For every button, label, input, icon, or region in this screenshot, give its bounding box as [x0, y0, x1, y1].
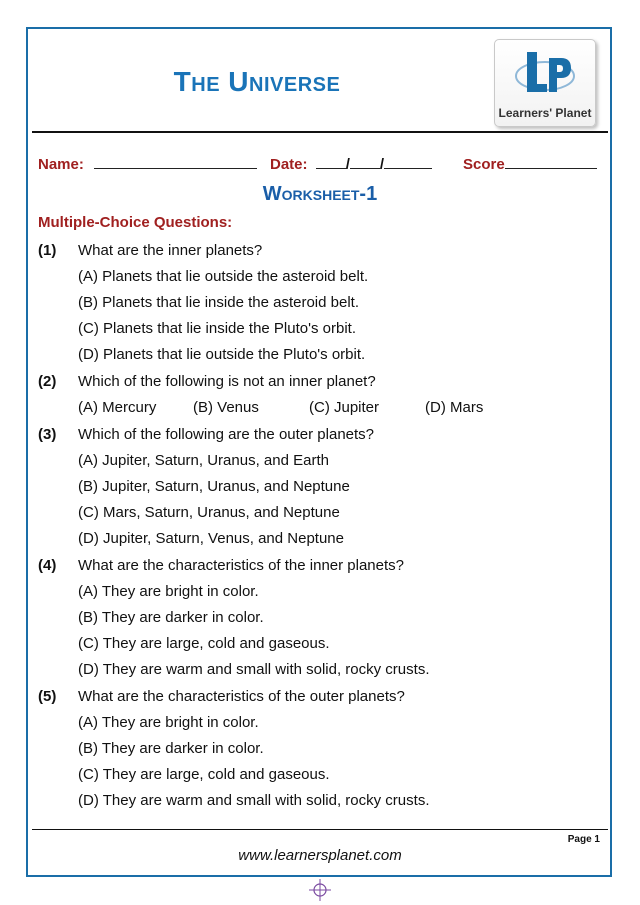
name-label: Name:	[38, 156, 84, 173]
page-title: The Universe	[173, 66, 341, 97]
score-field[interactable]	[463, 154, 597, 173]
answer-option[interactable]: (B) Jupiter, Saturn, Uranus, and Neptune	[78, 478, 350, 495]
answer-option[interactable]: (A) Mercury	[78, 399, 157, 416]
date-field[interactable]: Date: / /	[270, 154, 432, 173]
score-label: Score	[463, 156, 505, 173]
footer-url[interactable]: www.learnersplanet.com	[238, 847, 402, 864]
learners-planet-logo	[494, 39, 596, 127]
lp-logo-icon	[513, 46, 577, 102]
date-day-blank[interactable]	[316, 154, 346, 169]
answer-option[interactable]: (B) Venus	[193, 399, 259, 416]
answer-option[interactable]: (C) They are large, cold and gaseous.	[78, 635, 330, 652]
answer-option[interactable]: (A) They are bright in color.	[78, 583, 259, 600]
question-number: (1)	[38, 242, 57, 259]
header-divider	[32, 131, 608, 133]
logo-text: Learners' Planet	[498, 106, 592, 120]
student-info-row	[38, 154, 604, 176]
question-number: (2)	[38, 373, 57, 390]
question-text: What are the characteristics of the outer planets?	[78, 688, 405, 705]
answer-option[interactable]: (D) Jupiter, Saturn, Venus, and Neptune	[78, 530, 344, 547]
score-blank[interactable]	[505, 154, 597, 169]
answer-option[interactable]: (C) Planets that lie inside the Pluto's orbit.	[78, 320, 356, 337]
date-month-blank[interactable]	[350, 154, 380, 169]
answer-option[interactable]: (A) Jupiter, Saturn, Uranus, and Earth	[78, 452, 329, 469]
answer-option[interactable]: (C) Jupiter	[309, 399, 380, 416]
question-text: Which of the following are the outer planets?	[78, 426, 375, 443]
answer-option[interactable]: (D) They are warm and small with solid, rocky crusts.	[78, 792, 430, 809]
name-blank[interactable]	[94, 154, 257, 169]
question-text: Which of the following is not an inner planet?	[78, 373, 376, 390]
registration-mark-icon	[309, 879, 331, 901]
question-text: What are the characteristics of the inner planets?	[78, 557, 405, 574]
answer-option[interactable]: (D) They are warm and small with solid, rocky crusts.	[78, 661, 430, 678]
question-number: (5)	[38, 688, 57, 705]
answer-option[interactable]: (D) Mars	[425, 399, 484, 416]
answer-option[interactable]: (A) Planets that lie outside the asteroid belt.	[78, 268, 369, 285]
answer-option[interactable]: (B) They are darker in color.	[78, 609, 264, 626]
date-year-blank[interactable]	[384, 154, 432, 169]
answer-option[interactable]: (D) Planets that lie outside the Pluto's orbit.	[78, 346, 366, 363]
worksheet-title: Worksheet-1	[262, 183, 378, 205]
answer-option[interactable]: (B) Planets that lie inside the asteroid belt.	[78, 294, 359, 311]
question-number: (3)	[38, 426, 57, 443]
date-label: Date:	[270, 156, 308, 173]
page-number: Page 1	[567, 834, 600, 845]
section-title: Multiple-Choice Questions:	[38, 214, 233, 231]
answer-option[interactable]: (C) Mars, Saturn, Uranus, and Neptune	[78, 504, 340, 521]
answer-option[interactable]: (A) They are bright in color.	[78, 714, 259, 731]
answer-option[interactable]: (B) They are darker in color.	[78, 740, 264, 757]
question-number: (4)	[38, 557, 57, 574]
name-field[interactable]	[38, 154, 257, 173]
footer-divider	[32, 829, 608, 830]
answer-option[interactable]: (C) They are large, cold and gaseous.	[78, 766, 330, 783]
question-text: What are the inner planets?	[78, 242, 263, 259]
